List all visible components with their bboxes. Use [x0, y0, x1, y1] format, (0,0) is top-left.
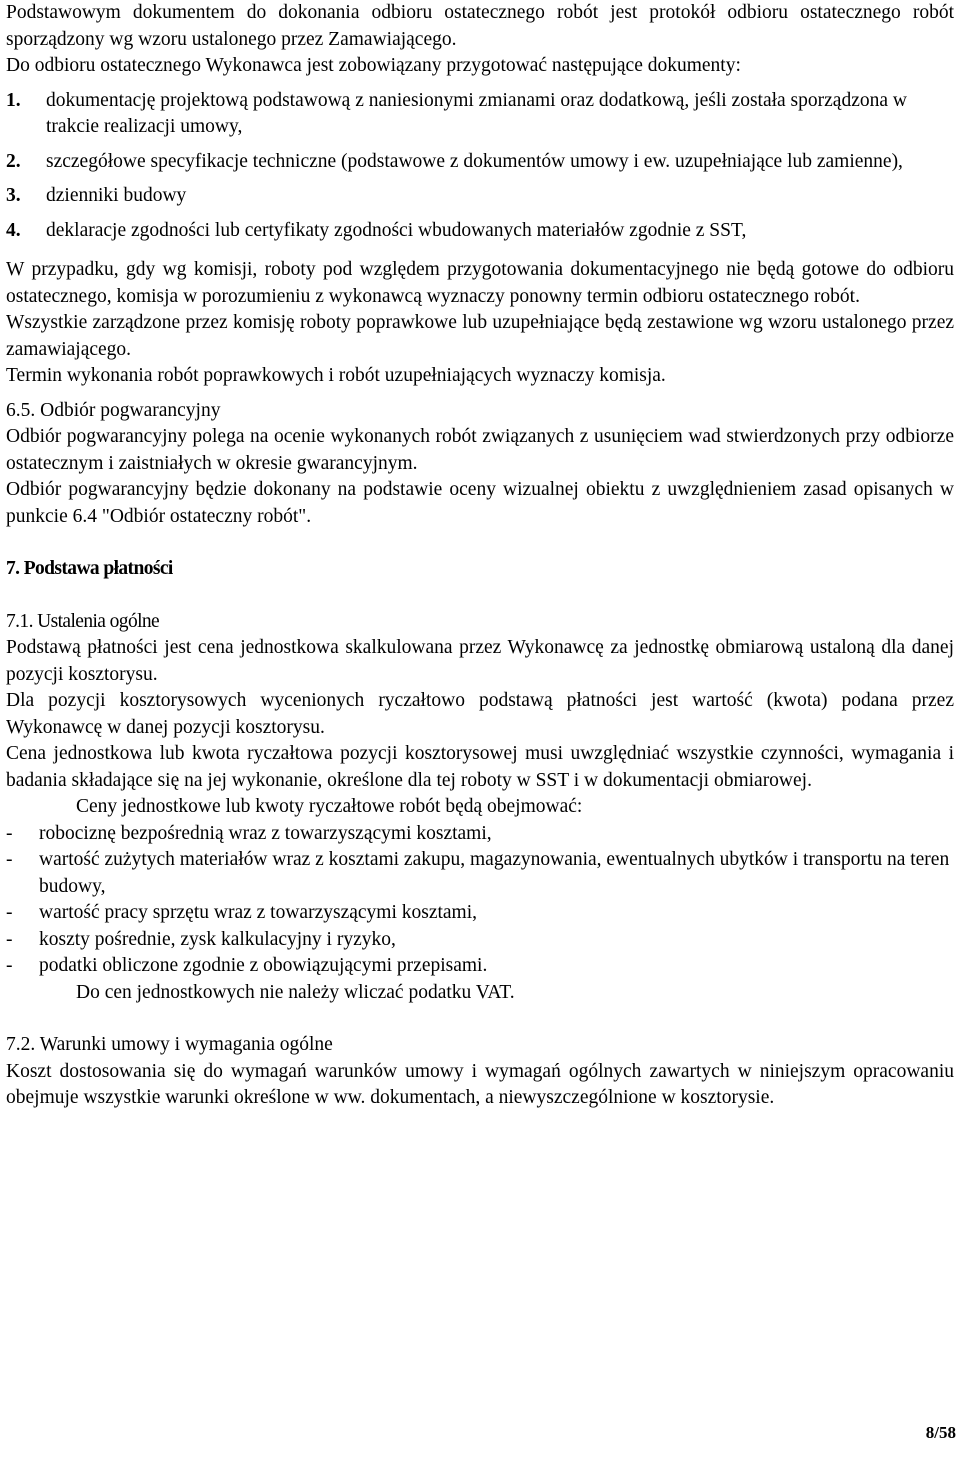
list-item: [6, 183, 954, 210]
section-heading-7-2: 7.2. Warunki umowy i wymagania ogólne: [6, 1034, 333, 1055]
vat-note: Do cen jednostkowych nie należy wliczać podatku VAT.: [76, 981, 515, 1003]
list-item-text: robociznę bezpośrednią wraz z towarzyszącymi kosztami,: [39, 822, 492, 844]
body-paragraph: Dla pozycji kosztorysowych wycenionych ryczałtowo podstawą płatności jest wartość (kwota) podana przez Wykonawcę w danej pozycji kosztorysu.: [6, 690, 954, 738]
list-item: [6, 927, 954, 954]
list-item: [6, 88, 954, 141]
list-dash: -: [6, 902, 13, 923]
section-heading-7-1: 7.1. Ustalenia ogólne: [6, 610, 160, 632]
document-page: [6, 0, 954, 1112]
page-number: 8/58: [925, 1423, 956, 1442]
list-item-text: dokumentację projektową podstawową z naniesionymi zmianami oraz dodatkową, jeśli została sporządzona w trakcie realizacji umowy,: [46, 89, 907, 137]
list-item-text: koszty pośrednie, zysk kalkulacyjny i ryzyko,: [39, 928, 396, 950]
section-heading-7: 7. Podstawa płatności: [6, 558, 173, 579]
list-item: [6, 847, 954, 900]
list-item: [6, 218, 954, 245]
list-item-number: 3.: [6, 185, 21, 206]
list-item: [6, 953, 954, 980]
list-item-number: 1.: [6, 89, 21, 111]
intro-paragraph: Do odbioru ostatecznego Wykonawca jest zobowiązany przygotować następujące dokumenty:: [6, 55, 741, 76]
list-dash: -: [6, 955, 13, 976]
list-item: [6, 149, 954, 176]
document-list: [6, 88, 954, 245]
list-dash: -: [6, 822, 13, 844]
costs-intro: Ceny jednostkowe lub kwoty ryczałtowe robót będą obejmować:: [76, 796, 583, 817]
body-paragraph: Koszt dostosowania się do wymagań warunków umowy i wymagań ogólnych zawartych w niniejszym opracowaniu obejmuje wszystkie warunki określone w ww. dokumentach, a niewyszczególnione w kosztorysie.: [6, 1060, 954, 1108]
list-dash: -: [6, 928, 13, 950]
body-paragraph: Podstawą płatności jest cena jednostkowa skalkulowana przez Wykonawcę za jednostkę obmiarową ustaloną dla danej pozycji kosztorysu.: [6, 637, 954, 685]
body-paragraph: Odbiór pogwarancyjny polega na ocenie wykonanych robót związanych z usunięciem wad stwierdzonych przy odbiorze ostatecznym i zaistniałych w okresie gwarancyjnym.: [6, 426, 954, 474]
list-item-text: wartość pracy sprzętu wraz z towarzyszącymi kosztami,: [39, 902, 478, 923]
body-paragraph: Cena jednostkowa lub kwota ryczałtowa pozycji kosztorysowej musi uwzględniać wszystkie czynności, wymagania i badania składające się na jej wykonanie, określone dla tej roboty w SST i w dokumentacji obmiarowej.: [6, 743, 954, 791]
costs-list: [6, 821, 954, 980]
body-paragraph: Termin wykonania robót poprawkowych i robót uzupełniających wyznaczy komisja.: [6, 365, 666, 386]
list-item-number: 2.: [6, 150, 21, 172]
body-paragraph: Odbiór pogwarancyjny będzie dokonany na podstawie oceny wizualnej obiektu z uwzględnieniem zasad opisanych w punkcie 6.4 "Odbiór ostateczny robót".: [6, 479, 954, 527]
list-item: [6, 821, 954, 848]
body-paragraph: Wszystkie zarządzone przez komisję roboty poprawkowe lub uzupełniające będą zestawione wg wzoru ustalonego przez zamawiającego.: [6, 312, 954, 360]
list-item-text: deklaracje zgodności lub certyfikaty zgodności wbudowanych materiałów zgodnie z SST,: [46, 219, 747, 241]
list-item-text: podatki obliczone zgodnie z obowiązującymi przepisami.: [39, 955, 488, 976]
section-heading-6-5: 6.5. Odbiór pogwarancyjny: [6, 399, 221, 421]
list-item-text: wartość zużytych materiałów wraz z kosztami zakupu, magazynowania, ewentualnych ubytków i transportu na teren budowy,: [39, 849, 950, 897]
intro-paragraph: Podstawowym dokumentem do dokonania odbioru ostatecznego robót jest protokół odbioru ostatecznego robót sporządzony wg wzoru ustalonego przez Zamawiającego.: [6, 2, 954, 50]
list-dash: -: [6, 849, 13, 870]
list-item: [6, 900, 954, 927]
body-paragraph: W przypadku, gdy wg komisji, roboty pod względem przygotowania dokumentacyjnego nie będą gotowe do odbioru ostatecznego, komisja w porozumieniu z wykonawcą wyznaczy ponowny termin odbioru ostatecznego robót.: [6, 259, 954, 307]
list-item-number: 4.: [6, 219, 21, 241]
list-item-text: dzienniki budowy: [46, 185, 187, 206]
list-item-text: szczegółowe specyfikacje techniczne (podstawowe z dokumentów umowy i ew. uzupełniające lub zamienne),: [46, 150, 903, 172]
